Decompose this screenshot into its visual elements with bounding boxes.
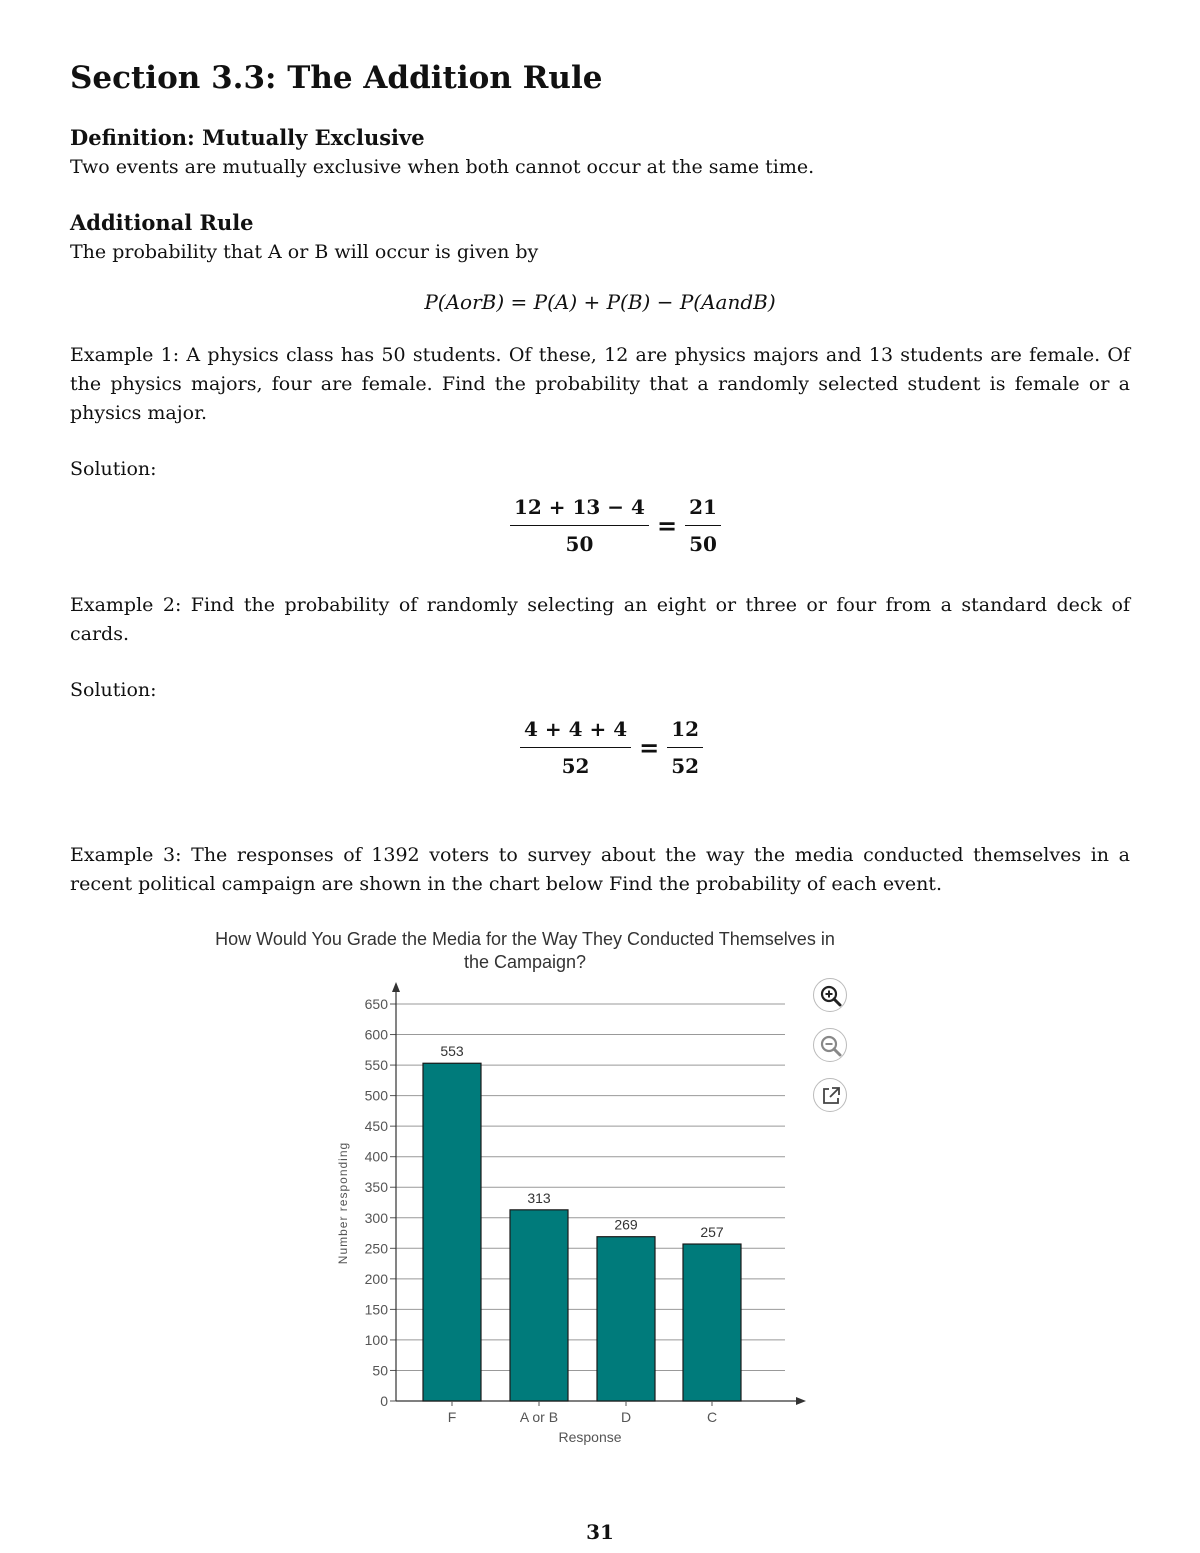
y-tick-label: 450 [364,1118,388,1135]
y-tick-label: 100 [364,1331,388,1348]
section-title: Section 3.3: The Addition Rule [70,60,603,96]
fraction-denominator: 50 [565,532,594,556]
addition-rule-formula: P(AorB) = P(A) + P(B) − P(AandB) [424,290,776,314]
example-2-text: Example 2: Find the probability of randomly selecting an eight or three or four from a standard deck of cards. [70,594,1130,645]
y-axis-arrow [392,982,400,992]
y-tick-label: 650 [364,996,388,1012]
bar-c [683,1244,741,1401]
y-tick-label: 250 [364,1240,388,1257]
y-tick-label: 0 [380,1393,388,1409]
chart-title-line-1: How Would You Grade the Media for the Way They Conducted Themselves in [215,929,835,949]
y-axis-label: Number responding [336,1141,350,1265]
definition-heading: Definition: Mutually Exclusive [70,125,425,150]
fraction-denominator: 52 [671,754,700,778]
definition-text: Two events are mutually exclusive when both cannot occur at the same time. [70,156,815,178]
fraction-denominator: 50 [689,532,717,556]
bar-value-label: 269 [614,1216,638,1233]
fraction-numerator: 4 + 4 + 4 [520,717,631,748]
x-tick-label: D [620,1409,632,1425]
example-3-text: Example 3: The responses of 1392 voters to survey about the way the media conducted themselves in a recent political campaign are shown in the chart below Find the probability of each event. [70,844,1130,895]
x-axis-label: Response [558,1429,622,1445]
bar-value-label: 257 [700,1224,724,1241]
fraction-numerator: 12 [667,717,703,748]
external-link-button[interactable] [813,1078,847,1112]
zoom-out-icon [814,1029,848,1063]
y-tick-label: 400 [364,1148,388,1165]
fraction-numerator: 21 [685,495,721,526]
y-tick-label: 350 [364,1179,388,1196]
y-tick-label: 50 [372,1362,388,1379]
equals-sign: = [656,511,678,540]
chart-title-line-2: the Campaign? [463,952,587,972]
rule-text: The probability that A or B will occur is given by [70,241,539,263]
y-tick-label: 500 [364,1087,388,1104]
y-tick-label: 550 [364,1057,388,1074]
example-1-solution-label: Solution: [70,458,157,480]
y-tick-label: 200 [364,1270,388,1287]
example-1-text: Example 1: A physics class has 50 students. Of these, 12 are physics majors and 13 students are female. Of the physics majors, four are female. Find the probability that a randomly selected student is female or a physics major. [70,344,1130,424]
x-axis-arrow [796,1397,806,1405]
fraction-numerator: 12 + 13 − 4 [510,495,649,526]
x-tick-label: C [706,1409,718,1425]
bar-value-label: 553 [440,1043,464,1060]
y-tick-label: 600 [364,1026,388,1043]
zoom-in-button[interactable] [813,978,847,1012]
bar-value-label: 313 [527,1189,551,1206]
example-2-solution-label: Solution: [70,679,157,701]
bar-d [597,1237,655,1401]
y-tick-label: 300 [364,1209,388,1226]
bar-a-or-b [510,1210,568,1401]
external-link-icon [814,1079,848,1113]
bar-f [423,1063,481,1401]
fraction-denominator: 52 [561,754,590,778]
equals-sign: = [639,733,660,762]
rule-heading: Additional Rule [70,210,254,235]
zoom-in-icon [814,979,848,1013]
zoom-out-button[interactable] [813,1028,847,1062]
x-tick-label: F [447,1409,457,1425]
x-tick-label: A or B [519,1409,559,1425]
page-number: 31 [586,1520,614,1544]
y-tick-label: 150 [364,1301,388,1318]
